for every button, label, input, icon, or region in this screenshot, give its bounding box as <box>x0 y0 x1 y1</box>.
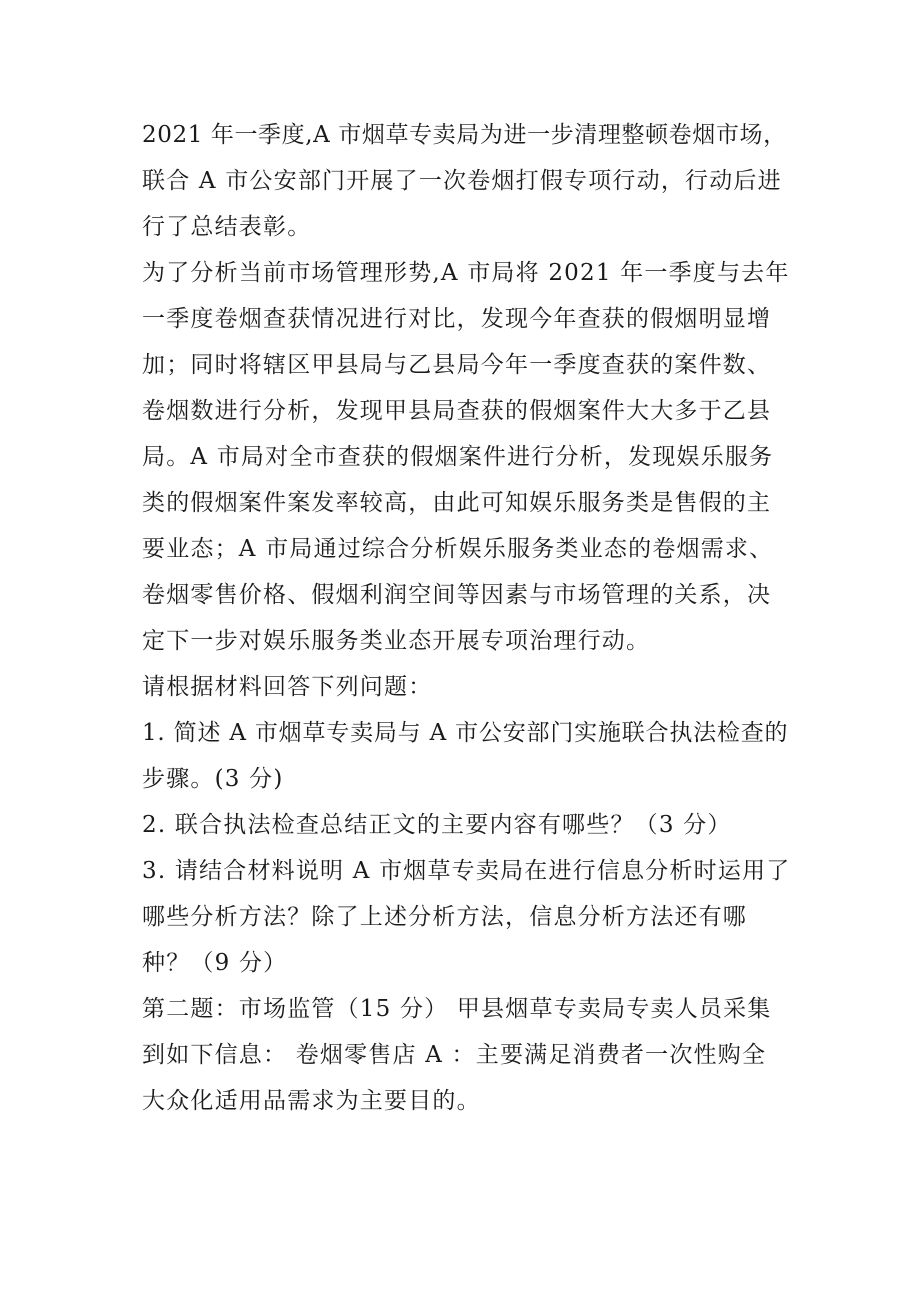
text-line: 哪些分析方法？除了上述分析方法，信息分析方法还有哪 <box>142 904 747 930</box>
text-line: 卷烟零售价格、假烟利润空间等因素与市场管理的关系，决 <box>142 582 772 608</box>
text-line: 请根据材料回答下列问题： <box>142 674 433 700</box>
text-line: 2021 年一季度,A 市烟草专卖局为进一步清理整顿卷烟市场， <box>142 122 787 148</box>
text-line: 3. 请结合材料说明 A 市烟草专卖局在进行信息分析时运用了 <box>142 858 791 884</box>
text-line: 第二题：市场监管（15 分） 甲县烟草专卖局专卖人员采集 <box>142 996 772 1022</box>
text-line: 2. 联合执法检查总结正文的主要内容有哪些？（3 分） <box>142 812 732 838</box>
text-line: 步骤。(3 分) <box>142 766 284 792</box>
text-line: 要业态；A 市局通过综合分析娱乐服务类业态的卷烟需求、 <box>142 536 774 562</box>
text-line: 到如下信息： 卷烟零售店 A ：主要满足消费者一次性购全 <box>142 1042 767 1068</box>
text-line: 为了分析当前市场管理形势,A 市局将 2021 年一季度与去年 <box>142 260 790 286</box>
text-line: 一季度卷烟查获情况进行对比，发现今年查获的假烟明显增 <box>142 306 772 332</box>
text-line: 卷烟数进行分析，发现甲县局查获的假烟案件大大多于乙县 <box>142 398 772 424</box>
document-body <box>142 112 792 1124</box>
text-line: 种？（9 分） <box>142 950 288 976</box>
text-line: 行了总结表彰。 <box>142 214 312 240</box>
text-line: 联合 A 市公安部门开展了一次卷烟打假专项行动，行动后进 <box>142 168 782 194</box>
text-line: 大众化适用品需求为主要目的。 <box>142 1088 481 1114</box>
text-line: 1. 简述 A 市烟草专卖局与 A 市公安部门实施联合执法检查的 <box>142 720 789 746</box>
text-line: 定下一步对娱乐服务类业态开展专项治理行动。 <box>142 628 651 654</box>
text-line: 加；同时将辖区甲县局与乙县局今年一季度查获的案件数、 <box>142 352 772 378</box>
text-line: 类的假烟案件案发率较高，由此可知娱乐服务类是售假的主 <box>142 490 772 516</box>
text-line: 局。A 市局对全市查获的假烟案件进行分析，发现娱乐服务 <box>142 444 774 470</box>
